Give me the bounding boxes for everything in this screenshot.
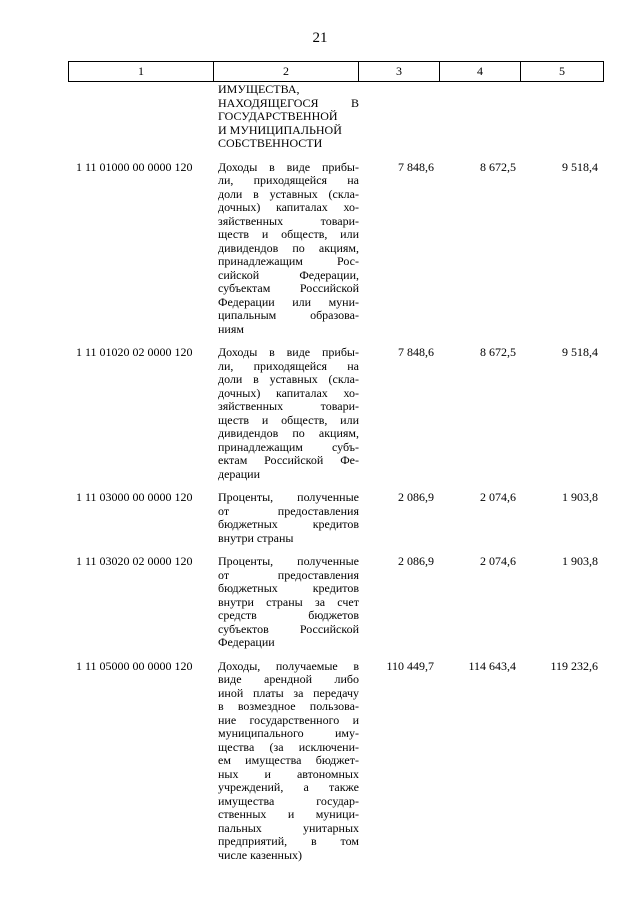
column-header-5: 5 [521, 62, 604, 82]
desc-line: внутри страны за счет [218, 594, 359, 609]
desc-line: Доходы в виде прибы- [218, 345, 359, 359]
desc-line: учреждений, а также [218, 780, 359, 794]
value-col-3: 7 848,6 [398, 159, 434, 174]
value-col-5: 119 232,6 [550, 658, 598, 673]
desc-line: субъектов Российской [218, 621, 359, 636]
table-row [0, 555, 640, 650]
table-row [0, 161, 640, 337]
row-description [218, 161, 359, 337]
table-row [0, 660, 640, 863]
column-header-1: 1 [69, 62, 214, 82]
column-header-4: 4 [440, 62, 521, 82]
desc-line: сийской Федерации, [218, 267, 359, 282]
budget-table-body [0, 83, 640, 862]
continuation-row [0, 83, 640, 151]
desc-line: субъектам Российской [218, 281, 359, 295]
desc-line: ние государственного и [218, 712, 359, 727]
budget-code: 1 11 01000 00 0000 120 [76, 159, 193, 174]
desc-line: средств бюджетов [218, 608, 359, 622]
value-col-5: 9 518,4 [562, 345, 598, 359]
table-row [0, 491, 640, 545]
column-header-row [68, 61, 604, 82]
desc-line: имущества государ- [218, 793, 359, 808]
continuation-text [218, 83, 359, 151]
value-col-3: 2 086,9 [398, 554, 434, 568]
desc-line: от предоставления [218, 503, 359, 518]
desc-line: Федерации [218, 635, 275, 649]
budget-code: 1 11 03020 02 0000 120 [76, 554, 193, 568]
desc-line: Доходы, получаемые в [218, 658, 359, 673]
desc-line: ществ и обществ, или [218, 227, 359, 241]
desc-line: НАХОДЯЩЕГОСЯ В [218, 95, 359, 110]
desc-line: иной платы за передачу [218, 685, 359, 700]
desc-line: дочных) капиталах хо- [218, 200, 359, 214]
desc-line: И МУНИЦИПАЛЬНОЙ [218, 122, 342, 137]
desc-line: дерации [218, 466, 261, 481]
desc-line: ИМУЩЕСТВА, [218, 82, 300, 96]
desc-line: СОБСТВЕННОСТИ [218, 136, 323, 150]
row-description [218, 491, 359, 545]
column-header-2: 2 [214, 62, 359, 82]
desc-line: в возмездное пользова- [218, 699, 359, 713]
budget-code: 1 11 03000 00 0000 120 [76, 490, 193, 504]
desc-line: ных и автономных [218, 766, 359, 781]
desc-line: доли в уставных (скла- [218, 186, 359, 201]
value-col-3: 7 848,6 [398, 345, 434, 359]
value-col-5: 1 903,8 [562, 490, 598, 504]
desc-line: ципальным образова- [218, 308, 359, 322]
desc-line: дивидендов по акциям, [218, 426, 359, 440]
value-col-5: 1 903,8 [562, 554, 598, 568]
desc-line: ГОСУДАРСТВЕННОЙ [218, 109, 338, 123]
desc-line: ниям [218, 321, 244, 336]
desc-line: ем имущества бюджет- [218, 753, 359, 767]
desc-line: Проценты, полученные [218, 554, 359, 568]
desc-line: щества (за исключени- [218, 739, 359, 754]
desc-line: предприятий, в том [218, 834, 359, 848]
desc-line: числе казенных) [218, 847, 303, 862]
value-col-4: 8 672,5 [480, 159, 516, 174]
desc-line: муниципального иму- [218, 726, 359, 740]
desc-line: принадлежащим субъ- [218, 439, 359, 454]
desc-line: ли, приходящейся на [218, 173, 359, 187]
desc-line: зяйственных товари- [218, 213, 359, 228]
value-col-4: 2 074,6 [480, 554, 516, 568]
desc-line: Доходы в виде прибы- [218, 159, 359, 174]
table-row [0, 346, 640, 481]
row-description [218, 555, 359, 650]
desc-line: дивидендов по акциям, [218, 240, 359, 255]
budget-code: 1 11 01020 02 0000 120 [76, 345, 193, 359]
desc-line: принадлежащим Рос- [218, 254, 359, 268]
desc-line: зяйственных товари- [218, 399, 359, 413]
desc-line: ществ и обществ, или [218, 412, 359, 427]
desc-line: ственных и муници- [218, 807, 359, 821]
desc-line: бюджетных кредитов [218, 581, 359, 595]
column-header-3: 3 [359, 62, 440, 82]
value-col-5: 9 518,4 [562, 159, 598, 174]
desc-line: доли в уставных (скла- [218, 372, 359, 386]
value-col-4: 8 672,5 [480, 345, 516, 359]
desc-line: дочных) капиталах хо- [218, 385, 359, 400]
value-col-4: 114 643,4 [468, 658, 516, 673]
desc-line: Проценты, полученные [218, 490, 359, 504]
desc-line: от предоставления [218, 567, 359, 582]
desc-line: ектам Российской Фе- [218, 453, 359, 467]
desc-line: бюджетных кредитов [218, 517, 359, 531]
row-description [218, 346, 359, 481]
value-col-4: 2 074,6 [480, 490, 516, 504]
value-col-3: 2 086,9 [398, 490, 434, 504]
value-col-3: 110 449,7 [386, 658, 434, 673]
desc-line: пальных унитарных [218, 820, 359, 835]
desc-line: ли, приходящейся на [218, 358, 359, 373]
desc-line: Федерации или муни- [218, 294, 359, 309]
page-number: 21 [312, 30, 328, 46]
budget-code: 1 11 05000 00 0000 120 [76, 658, 193, 673]
desc-line: внутри страны [218, 530, 294, 545]
row-description [218, 660, 359, 863]
desc-line: виде арендной либо [218, 672, 359, 686]
